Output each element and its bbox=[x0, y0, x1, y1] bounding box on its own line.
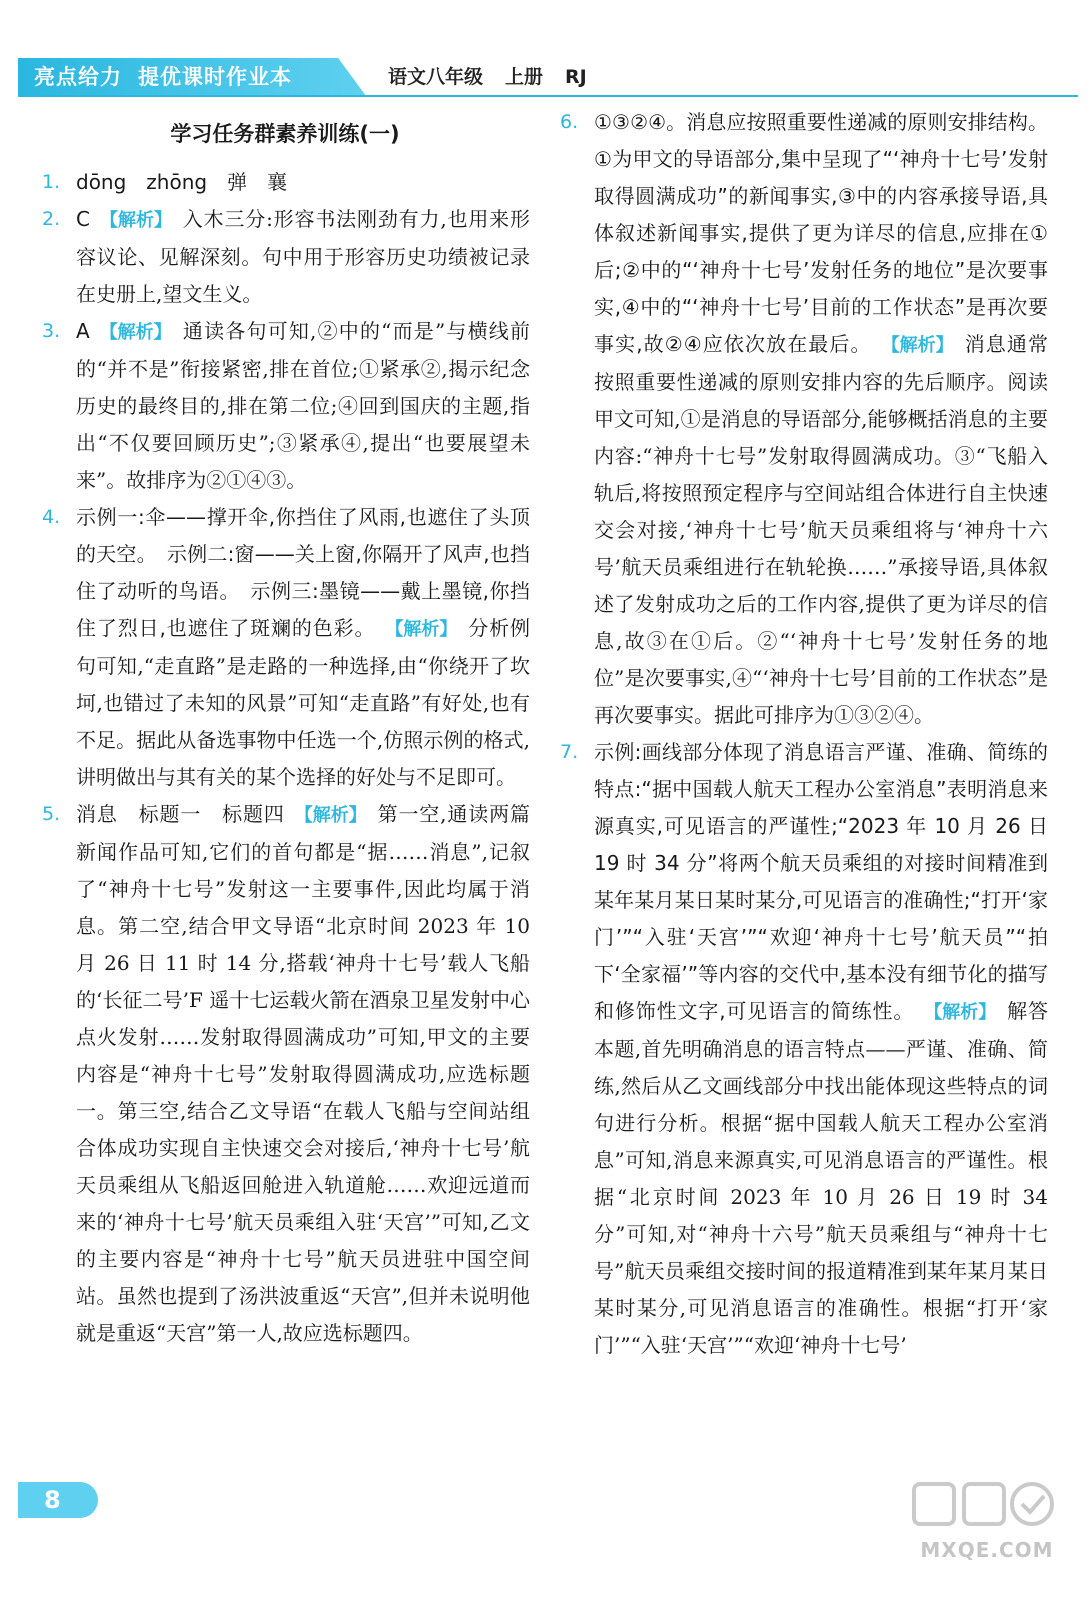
question-number: 4. bbox=[42, 506, 61, 528]
analysis-text: 解答本题,首先明确消息的语言特点——严谨、准确、简练,然后从乙文画线部分中找出能体现这些特点的词句进行分析。根据“据中国载人航天工程办公室消息”可知,消息来源真实,可见消息语言的严谨性。根据“北京时间 2023 年 10 月 26 日 19 时 34 分”可知,对“神舟十六号”航天员乘组与“神舟十七号”航天员乘组交接时间的报道精准到某年某月某日某时某分,可见消息语言的准确性。根据“打开‘家门’”“入驻‘天宫’”“欢迎‘神舟十七号’ bbox=[594, 999, 1049, 1357]
subject-grade: 语文八年级 bbox=[388, 66, 484, 88]
book-info bbox=[388, 60, 609, 94]
answer-item bbox=[40, 164, 530, 201]
analysis-tag: 【解析】 bbox=[99, 322, 172, 343]
answer-text: 示例一:伞——撑开伞,你挡住了风雨,也遮住了头顶的天空。 示例二:窗——关上窗,你隔开了风声,也挡住了动听的鸟语。 示例三:墨镜——戴上墨镜,你挡住了烈日,也遮住了斑斓的色彩。 bbox=[76, 505, 530, 640]
analysis-text: 消息通常按照重要性递减的原则安排内容的先后顺序。阅读甲文可知,①是消息的导语部分,能够概括消息的主要内容:“神舟十七号”发射取得圆满成功。③“飞船入轨后,将按照预定程序与空间站组合体进行自主快速交会对接,‘神舟十七号’航天员乘组将与‘神舟十六号’航天员乘组进行在轨轮换……”承接导语,具体叙述了发射成功之后的工作内容,提供了更为详尽的信息,故③在①后。②“‘神舟十七号’发射任务的地位”是次要事实,④“‘神舟十七号’目前的工作状态”是再次要事实。据此可排序为①③②④。 bbox=[594, 332, 1049, 727]
section-title: 学习任务群素养训练(一) bbox=[170, 122, 400, 146]
analysis-text: 分析例句可知,“走直路”是走路的一种选择,由“你绕开了坎坷,也错过了未知的风景”可知“走直路”有好处,也有不足。据此从备选事物中任选一个,仿照示例的格式,讲明做出与其有关的某个选择的好处与不足即可。 bbox=[76, 616, 531, 789]
analysis-tag: 【解析】 bbox=[385, 619, 458, 640]
analysis-tag: 【解析】 bbox=[99, 210, 172, 231]
answer-text: ①③②④。消息应按照重要性递减的原则安排结构。①为甲文的导语部分,集中呈现了“‘神舟十七号’发射取得圆满成功”的新闻事实,③中的内容承接导语,具体叙述新闻事实,提供了更为详尽的信息,应排在①后;②中的“‘神舟十七号’发射任务的地位”是次要事实,④中的“‘神舟十七号’目前的工作状态”是再次要事实,故②④应依次放在最后。 bbox=[594, 110, 1048, 356]
analysis-text: 通读各句可知,②中的“而是”与横线前的“并不是”衔接紧密,排在首位;①紧承②,揭示纪念历史的最终目的,排在第二位;④回到国庆的主题,指出“不仅要回顾历史”;③紧承④,提出“也要展望未来”。故排序为②①④③。 bbox=[76, 319, 530, 492]
analysis-text: 第一空,通读两篇新闻作品可知,它们的首句都是“据……消息”,记叙了“神舟十七号”发射这一主要事件,因此均属于消息。第二空,结合甲文导语“北京时间 2023 年 10 月 26 日 11 时 14 分,搭载‘神舟十七号’载人飞船的‘长征二号’F 遥十七运载火箭在酒泉卫星发射中心点火发射……发射取得圆满成功”可知,甲文的主要内容是“神舟十七号”发射取得圆满成功,应选标题一。第三空,结合乙文导语“在载人飞船与空间站组合体成功实现自主快速交会对接后,‘神舟十七号’航天员乘组从飞船返回舱进入轨道舱……欢迎远道而来的‘神舟十七号’航天员乘组入驻‘天宫’”可知,乙文的主要内容是“神舟十七号”航天员进驻中国空间站。虽然也提到了汤洪波重返“天宫”,但并未说明他就是重返“天宫”第一人,故应选标题四。 bbox=[76, 802, 531, 1345]
header-rule bbox=[18, 95, 1078, 97]
brand-series: 提优课时作业本 bbox=[138, 65, 292, 89]
answer-text: A bbox=[76, 319, 90, 343]
answer-item bbox=[40, 313, 530, 499]
brand-name: 亮点给力 bbox=[34, 65, 122, 89]
brand-title bbox=[34, 60, 292, 94]
watermark-logo-icon bbox=[908, 1476, 1058, 1534]
question-number: 3. bbox=[42, 320, 61, 342]
question-number: 5. bbox=[42, 803, 61, 825]
answer-text: C bbox=[76, 207, 90, 231]
volume: 上册 bbox=[505, 66, 544, 88]
analysis-text: 入木三分:形容书法刚劲有力,也用来形容议论、见解深刻。句中用于形容历史功绩被记录在史册上,望文生义。 bbox=[76, 207, 530, 306]
question-number: 6. bbox=[560, 111, 579, 133]
answer-item bbox=[558, 104, 1048, 734]
question-number: 7. bbox=[560, 741, 579, 763]
answer-item bbox=[558, 734, 1048, 1364]
answer-item bbox=[40, 201, 530, 313]
left-column bbox=[40, 110, 530, 1352]
answer-item bbox=[40, 499, 530, 796]
page-number: 8 bbox=[18, 1482, 98, 1518]
answer-text: 消息 标题一 标题四 bbox=[76, 802, 285, 826]
watermark-text: MXQE.COM bbox=[920, 1538, 1054, 1562]
answer-item bbox=[40, 796, 530, 1352]
question-number: 2. bbox=[42, 208, 61, 230]
question-number: 1. bbox=[42, 171, 61, 193]
analysis-tag: 【解析】 bbox=[294, 805, 367, 826]
answer-text: dōng zhōng 弹 襄 bbox=[76, 170, 288, 194]
right-column bbox=[558, 104, 1048, 1364]
analysis-tag: 【解析】 bbox=[881, 335, 954, 356]
analysis-tag: 【解析】 bbox=[924, 1002, 997, 1023]
edition: RJ bbox=[565, 66, 587, 88]
answer-text: 示例:画线部分体现了消息语言严谨、准确、简练的特点:“据中国载人航天工程办公室消息”表明消息来源真实,可见语言的严谨性;“2023 年 10 月 26 日 19 时 34 分”将两个航天员乘组的对接时间精准到某年某月某日某时某分,可见语言的准确性;“打开‘家门’”“入驻‘天宫’”“欢迎‘神舟十七号’航天员”“拍下‘全家福’”等内容的交代中,基本没有细节化的描写和修饰性文字,可见语言的简练性。 bbox=[594, 740, 1048, 1023]
